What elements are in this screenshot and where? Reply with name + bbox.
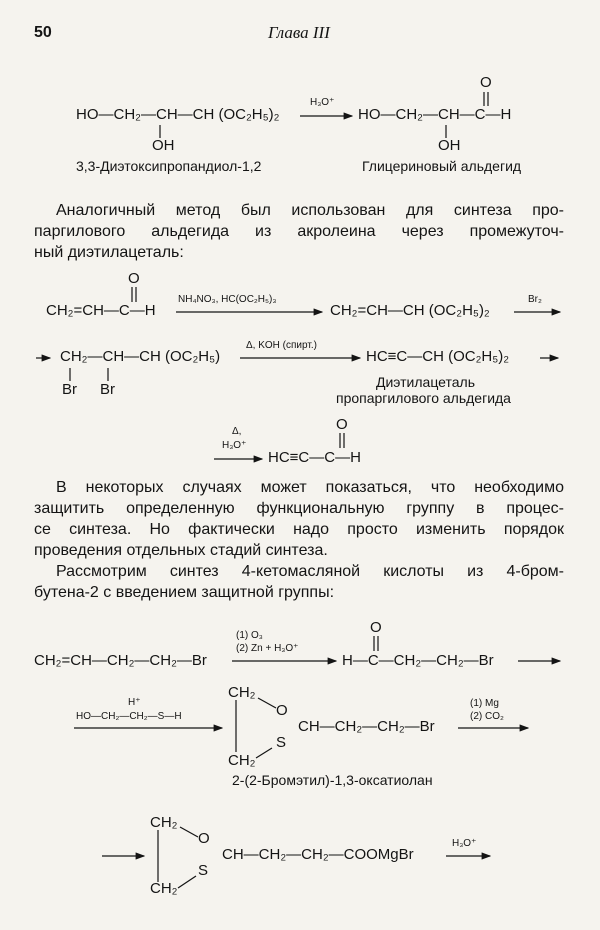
scheme3-ring2-ch2-bottom: CH₂ (150, 880, 178, 897)
paragraph-1-line: паргилового альдегида из акролеина через промежуточ- (34, 223, 564, 240)
scheme2-acrolein-o: O (128, 270, 140, 287)
scheme2-reagent3: Δ, KOH (спирт.) (246, 340, 317, 351)
scheme2-alkyne-acetal-name-2: пропаргилового альдегида (336, 390, 511, 406)
paragraph-2-line: се синтеза. Но фактически надо просто изменить порядок (34, 521, 564, 538)
scheme1-reactant-oh: OH (152, 137, 175, 154)
scheme3-ring-ch2-bottom: CH₂ (228, 752, 256, 769)
paragraph-3 (34, 561, 564, 603)
scheme2-alkyne-acetal: HC≡C—CH (OC₂H₅)₂ (366, 348, 510, 365)
ring2-bottom-bond (178, 876, 196, 888)
page-number: 50 (34, 24, 52, 41)
scheme2-reagent4-top: Δ, (232, 426, 242, 437)
paragraph-3-line: Рассмотрим синтез 4-кетомасляной кислоты из 4-бром- (56, 563, 564, 580)
scheme3-aldehyde: H—C—CH₂—CH₂—Br (342, 652, 494, 669)
paragraph-2 (34, 477, 564, 561)
paragraph-2-line: В некоторых случаях может показаться, что необходимо (56, 479, 564, 496)
scheme3-reagent1-line1: (1) O₃ (236, 630, 263, 641)
scheme1-product-name: Глицериновый альдегид (362, 158, 522, 174)
scheme3-ring-s: S (276, 734, 287, 751)
scheme3-ring2-s: S (198, 862, 209, 879)
scheme3-oxathiolane-name: 2-(2-Бромэтил)-1,3-оксатиолан (232, 772, 433, 788)
paragraph-2-line: проведения отдельных стадий синтеза. (34, 542, 328, 559)
paragraph-3-line: бутена-2 с введением защитной группы: (34, 584, 335, 601)
scheme1-product-o: O (480, 74, 492, 91)
scheme2-reagent2: Br₂ (528, 294, 542, 305)
paragraph-1 (34, 200, 564, 263)
scheme3-chain: CH—CH₂—CH₂—Br (298, 718, 435, 735)
scheme1-product: HO—CH₂—CH—C—H (358, 106, 512, 123)
scheme3-ring2-o: O (198, 830, 210, 847)
scheme2-br2: Br (100, 381, 115, 398)
scheme1-product-oh: OH (438, 137, 461, 154)
ring2-top-bond (180, 827, 198, 837)
scheme3-bromobutene: CH₂=CH—CH₂—CH₂—Br (34, 652, 207, 669)
scheme3-reagent2-top: H⁺ (128, 697, 141, 708)
scheme1-reactant: HO—CH₂—CH—CH (OC₂H₅)₂ (76, 106, 280, 123)
paragraph-1-line: ный диэтилацеталь: (34, 244, 184, 261)
scheme2-propargyl-o: O (336, 416, 348, 433)
scheme3-chain2: CH—CH₂—CH₂—COOMgBr (222, 846, 414, 863)
ring-top-bond (258, 698, 276, 708)
scheme2-alkyne-acetal-name-1: Диэтилацеталь (376, 374, 476, 390)
scheme2-br1: Br (62, 381, 77, 398)
scheme2-reagent1: NH₄NO₃, HC(OC₂H₅)₃ (178, 294, 277, 305)
scheme3-aldehyde-o: O (370, 619, 382, 636)
paragraph-1-line: Аналогичный метод был использован для синтеза про- (56, 202, 564, 219)
scheme1-reagent: H₃O⁺ (310, 97, 335, 108)
scheme1-reactant-name: 3,3-Диэтоксипропандиол-1,2 (76, 158, 262, 174)
ring-bottom-bond (256, 748, 272, 758)
scheme2-acetal: CH₂=CH—CH (OC₂H₅)₂ (330, 302, 490, 319)
scheme2-reagent4-bottom: H₃O⁺ (222, 440, 247, 451)
scheme3-reagent3-line2: (2) CO₂ (470, 711, 504, 722)
scheme2-dibromide: CH₂—CH—CH (OC₂H₅) (60, 348, 221, 365)
scheme3-ring-o: O (276, 702, 288, 719)
paragraph-2-line: защитить определенную функциональную группу в процес- (34, 500, 564, 517)
scheme2-propargyl-aldehyde: HC≡C—C—H (268, 449, 361, 466)
scheme3-reagent4: H₃O⁺ (452, 838, 477, 849)
scheme3-ring2-ch2-top: CH₂ (150, 814, 178, 831)
chapter-title: Глава III (268, 23, 330, 42)
scheme2-acrolein: CH₂=CH—C—H (46, 302, 156, 319)
scheme3-reagent1-line2: (2) Zn + H₃O⁺ (236, 643, 299, 654)
scheme3-ring-ch2-top: CH₂ (228, 684, 256, 701)
scheme3-reagent2-bottom: HO—CH₂—CH₂—S—H (76, 711, 182, 722)
scheme3-reagent3-line1: (1) Mg (470, 698, 499, 709)
